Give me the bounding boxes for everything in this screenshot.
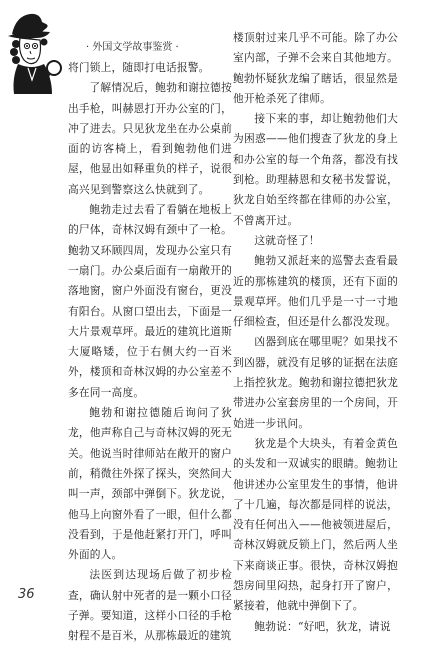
paragraph: 了解情况后，鲍勃和谢拉德按出手枪，叫赫恩打开办公室的门，冲了进去。只见狄龙坐在办公桌前面的访客椅上，看到鲍勃他们进屋，他显出如释重负的样子，说很高兴见到警察这么快就到了。 [68, 81, 232, 196]
paragraph: 鲍勃说：“好吧，狄龙，请说 [254, 619, 391, 633]
paragraph: 狄龙是个大块头，有着金黄色的头发和一双诚实的眼睛。鲍勃让他讲述办公室里发生的事情，他讲了十几遍，每次都是同样的说法，没有任何出入——他被领进屋后，奇林汉姆就反锁上门，然后两人坐下来商谈正事。很快，奇林汉姆抱怨房间里闷热，起身打开了窗户，紧接着，他就中弹倒下了。 [233, 436, 398, 613]
left-column [68, 58, 232, 647]
paragraph: 这就奇怪了！ [254, 233, 320, 247]
right-column [233, 28, 398, 637]
paragraph: 接下来的事，却让鲍勃他们大为困惑——他们搜查了狄龙的身上和办公室的每一个角落，都没有找到枪。助理赫恩和女秘书发誓说，狄龙自始至终都在律师的办公室，不曾离开过。 [233, 112, 398, 227]
continued-paragraph: 将门锁上，随即打电话报警。 [68, 61, 210, 74]
paragraph: 鲍勃和谢拉德随后询问了狄龙，他声称自己与奇林汉姆的死无关。他说当时律师站在敞开的窗户前，稍微往外探了探头，突然间大叫一声，颈部中弹倒下。狄龙说，他马上向窗外看了一眼，但什么都没看到，于是他赶紧打开门，呼叫外面的人。 [68, 406, 232, 562]
page-number: 36 [18, 587, 35, 602]
paragraph: 法医到达现场后做了初步检查，确认射中死者的是一颗小口径子弹。要知道，这样小口径的手枪射程不是百米，从那栋最近的建筑 [68, 568, 232, 643]
series-title: · 外国文学故事鉴赏 · [86, 42, 179, 53]
continued-paragraph: 楼顶射过来几乎不可能。除了办公室内部，子弹不会来自其他地方。鲍勃怀疑狄龙编了瞎话，很显然是他开枪杀死了律师。 [233, 31, 398, 105]
detective-emblem-icon [6, 8, 68, 96]
paragraph: 鲍勃走过去看了看躺在地板上的尸体，奇林汉姆有颈中了一枪。鲍勃又环顾四周，发现办公室只有一扇门。办公桌后面有一扇敞开的落地窗，窗户外面没有窗台，更没有阳台。从窗口望出去，下面是一大片景观草坪。最近的建筑比道斯大厦略矮，位于右侧大约一百米外，楼顶和奇林汉姆的办公室差不多在同一高度。 [68, 203, 232, 399]
paragraph: 鲍勃又派赶来的巡警去查看最近的那栋建筑的楼顶，还有下面的景观草坪。他们几乎是一寸一寸地仔细检查，但还是什么都没发现。 [233, 254, 398, 329]
paragraph: 凶器到底在哪里呢？如果找不到凶器，就没有足够的证据在法庭上指控狄龙。鲍勃和谢拉德把狄龙带进办公室套房里的一个房间，开始进一步讯问。 [233, 335, 398, 430]
